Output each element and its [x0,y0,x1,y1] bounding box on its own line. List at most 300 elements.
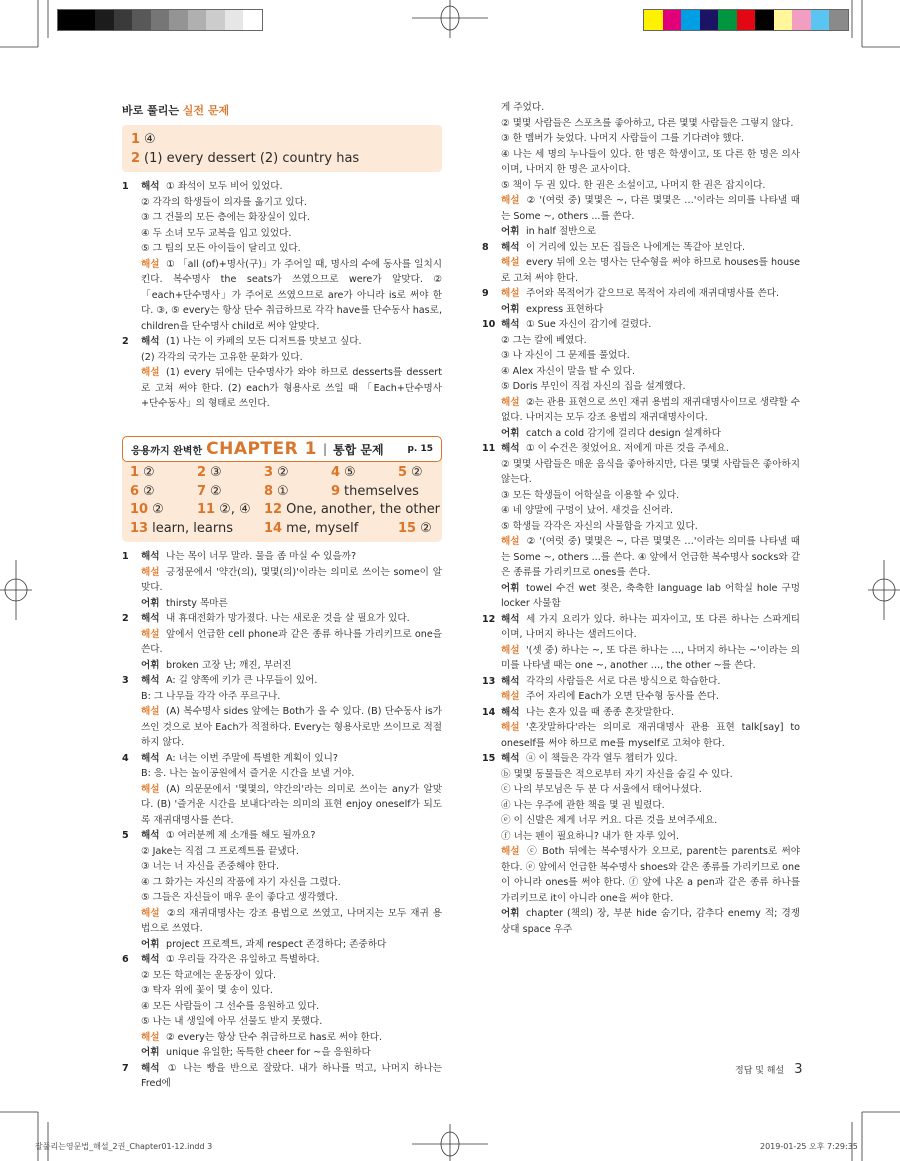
item-number: 2 [122,613,129,624]
item-body [141,1061,442,1092]
explanation-row [501,379,800,395]
item-number: 9 [482,288,489,299]
explanation-row [141,937,442,953]
explanation-row [141,549,442,565]
color-swatch [77,10,96,30]
page-footer [735,1062,802,1077]
item-body [501,100,800,240]
explanation-row [141,365,442,412]
explanation-row [501,705,800,721]
translation-label: 해석 [141,830,160,841]
row-text: (A) 의문문에서 '몇몇의, 약간의'라는 의미로 쓰이는 any가 알맞다. (B) '즐거운 시간을 보내다'라는 의미의 표현 enjoy oneself가 되도록 재귀대명사를 쓴다. [141,783,442,826]
color-swatch [151,10,170,30]
explanation-item [482,317,800,441]
row-text: project 프로젝트, 과제 respect 존경하다; 존중하다 [166,938,387,950]
explanation-item [482,705,800,752]
row-text: ⑤ 나는 내 생일에 아무 선물도 받지 못했다. [141,1016,323,1027]
row-text: (1) every 뒤에는 단수명사가 와야 하므로 desserts를 dessert로 고쳐 써야 한다. (2) each가 형용사로 쓰일 때 「Each+단수명사+단수동사」의 형태로 쓰인다. [141,367,442,409]
explanation-row [501,906,800,937]
row-text: ② 몇몇 사람들은 매운 음식을 좋아하지만, 다른 몇몇 사람들은 좋아하지 않는다. [501,458,800,485]
row-text: ① 좌석이 모두 비어 있었다. [166,181,283,192]
vocabulary-label: 어휘 [141,1047,160,1058]
item-body [141,549,442,611]
explanation-row [501,720,800,751]
row-text: 나는 목이 너무 말라. 물을 좀 마실 수 있을까? [166,551,357,562]
row-text: ⓓ 나는 우주에 관한 책을 몇 권 빌렸다. [501,799,665,811]
color-swatch [700,10,719,30]
item-body [501,674,800,705]
explanation-row [501,798,800,814]
explanation-row [501,302,800,318]
answer-text: ③ [210,465,222,480]
answer-text: ② [420,520,432,536]
item-body [501,317,800,441]
color-swatch [114,10,133,30]
translation-label: 해석 [141,954,160,965]
row-text: (1) 나는 이 카페의 모든 디저트를 맛보고 싶다. [166,336,362,347]
color-swatch [737,10,756,30]
file-slug: 잘풀리는영문법_해설_2권_Chapter01-12.indd 3 [35,1142,213,1151]
explanation-item [482,751,800,937]
answer-text: ④ [144,132,156,147]
color-swatch [792,10,811,30]
explanation-row [501,255,800,286]
explanation-row [501,147,800,178]
item-number: 10 [482,319,496,330]
translation-label: 해석 [141,181,160,192]
color-swatch [644,10,663,30]
explanation-row [141,828,442,844]
color-swatch [225,10,244,30]
explanation-row [501,100,800,116]
row-text: ⓐ 이 책들은 각각 열두 챕터가 있다. [526,753,678,764]
color-swatch [663,10,682,30]
chapter-answer [197,465,264,484]
color-swatch [188,10,207,30]
explanation-row [141,658,442,674]
answer-number: 6 [130,483,140,499]
item-number: 6 [122,954,129,965]
item-body [141,179,442,334]
row-text: ④ 그 화가는 자신의 작품에 자기 자신을 그렸다. [141,876,341,888]
item-body [501,751,800,937]
color-swatch [206,10,225,30]
answer-number: 8 [264,483,274,499]
vocabulary-label: 어휘 [141,659,160,671]
explanation-row [501,488,800,504]
explanation-row [501,317,800,333]
row-text: A: 너는 이번 주말에 특별한 계획이 있니? [166,752,339,764]
explanation-label: 해설 [501,644,520,656]
row-text: towel 수건 wet 젖은, 축축한 language lab 어학실 hole 구멍 locker 사물함 [501,582,800,609]
explanation-label: 해설 [501,257,520,268]
row-text: ④ 두 소녀 모두 교복을 입고 있었다. [141,227,292,239]
item-body [501,286,800,317]
row-text: in half 절반으로 [526,226,596,237]
chapter-answer [264,521,398,540]
explanation-row [141,195,442,211]
color-swatch [829,10,848,30]
row-text: unique 유일한; 독특한 cheer for ~을 응원하다 [166,1047,371,1058]
row-text: ② 각각의 학생들이 의자를 옮기고 있다. [141,196,307,208]
explanation-row [141,257,442,335]
explanation-row [141,565,442,596]
explanation-row [141,596,442,612]
row-text: ③ 탁자 위에 꽃이 몇 송이 있다. [141,985,273,996]
color-swatch [58,10,77,30]
answer-number: 12 [264,502,283,517]
item-body [141,334,442,412]
explanation-row [501,751,800,767]
answer-number: 1 [130,465,140,480]
row-text: ⓑ 몇몇 동물들은 적으로부터 자기 자신을 숨길 수 있다. [501,768,733,780]
explanation-row [501,333,800,349]
row-text: ⑤ 그들은 자신들이 매우 운이 좋다고 생각했다. [141,892,338,903]
vocabulary-label: 어휘 [141,938,160,950]
translation-label: 해석 [501,319,520,330]
color-swatch [95,10,114,30]
item-number: 3 [122,675,129,686]
explanation-row [141,704,442,751]
answer-text: ② [143,483,155,499]
chapter-prefix: 응용까지 완벽한 [131,445,203,457]
row-text: ③ 그 건물의 모든 층에는 화장실이 있다. [141,212,310,223]
grayscale-calibration-bar [57,9,263,31]
translation-label: 해석 [141,675,160,686]
item-number: 7 [122,1062,129,1074]
item-number: 11 [482,443,496,454]
explanation-row [501,286,800,302]
row-text: 이 거리에 있는 모든 집들은 나에게는 똑같아 보인다. [526,241,746,253]
translation-label: 해석 [501,753,520,764]
explanation-row [501,457,800,488]
color-swatch [811,10,830,30]
item-body [141,952,442,1061]
row-text: ② '(여럿 중) 몇몇은 ~, 다른 몇몇은 …'이라는 의미를 나타낼 때는 Some ~, others ...를 쓴다. [501,195,800,222]
explanation-row [141,782,442,829]
item-number: 14 [482,706,496,718]
item-number: 1 [122,551,129,562]
row-text: ③ 모든 학생들이 어학실을 이용할 수 있다. [501,489,680,501]
chapter-label: CHAPTER 1 [206,439,317,459]
answer-number: 1 [131,132,141,147]
explanation-item [122,1061,442,1092]
chapter-answer [398,465,435,484]
explanation-row [141,906,442,937]
explanation-item [482,286,800,317]
row-text: ④ 네 양말에 구멍이 났어. 새것을 신어라. [501,505,674,516]
row-text: broken 고장 난; 깨진, 부러진 [166,659,292,671]
row-text: ④ 모든 사람들이 그 선수를 응원하고 있다. [141,1000,320,1012]
row-text: ⑤ 책이 두 권 있다. 한 권은 소설이고, 나머지 한 권은 잡지이다. [501,179,766,191]
answer-text: themselves [344,483,419,499]
explanation-row [501,193,800,224]
chapter-answer [264,502,441,521]
explanation-label: 해설 [141,1031,160,1043]
row-text: 앞에서 언급한 cell phone과 같은 종류 하나를 가리키므로 one을 쓴다. [141,628,442,655]
explanation-item [122,549,442,611]
row-text: express 표현하다 [526,303,604,315]
answer-line [131,130,433,149]
explanation-label: 해설 [141,258,160,270]
answer-text: ⑤ [344,465,356,480]
row-text: ① 여러분께 제 소개를 해도 될까요? [166,830,316,841]
row-text: 주어와 목적어가 같으므로 목적어 자리에 재귀대명사를 쓴다. [526,288,780,299]
explanation-row [141,983,442,999]
item-body [141,673,442,751]
explanation-row [501,534,800,581]
row-text: (2) 각각의 국가는 고유한 문화가 있다. [141,351,303,363]
color-swatch [243,10,262,30]
explanation-row [501,581,800,612]
row-text: ③ 나 자신이 그 문제를 풀었다. [501,350,630,361]
explanation-label: 해설 [501,722,520,733]
explanation-item [482,612,800,674]
explanation-row [141,1014,442,1030]
row-text: ④ Alex 자신이 말을 탈 수 있다. [501,365,635,377]
translation-label: 해석 [501,241,520,253]
translation-label: 해석 [501,675,520,687]
explanation-row [141,689,442,705]
section-heading-accent: 실전 문제 [182,104,230,117]
explanation-row [501,503,800,519]
explanation-row [141,1061,442,1092]
answer-text: ② [277,465,289,480]
explanation-item [482,100,800,240]
explanation-list [122,179,442,412]
translation-label: 해석 [141,551,160,562]
explanation-row [501,395,800,426]
translation-label: 해석 [141,752,160,764]
chapter-page-ref: p. 15 [407,444,433,454]
explanation-row [501,689,800,705]
row-text: ② every는 항상 단수 취급하므로 has로 써야 한다. [166,1031,383,1043]
item-number: 4 [122,752,129,764]
chapter-answer [130,502,197,521]
translation-label: 해석 [141,1062,160,1074]
chapter-answer [130,465,197,484]
row-text: 주어 자리에 Each가 오면 단수형 동사를 쓴다. [526,691,719,702]
explanation-row [501,643,800,674]
explanation-row [501,224,800,240]
explanation-row [141,210,442,226]
answer-text: ② [210,483,222,499]
row-text: ① Sue 자신이 감기에 걸렸다. [526,319,652,330]
item-body [141,611,442,673]
explanation-label: 해설 [501,691,520,702]
row-text: ⓒ 나의 부모님은 두 분 다 서울에서 태어나셨다. [501,784,702,795]
chapter-answer [331,465,398,484]
color-swatch [169,10,188,30]
explanation-row [501,131,800,147]
translation-label: 해석 [501,706,520,718]
explanation-row [501,426,800,442]
explanation-row [501,813,800,829]
row-text: (A) 복수명사 sides 앞에는 Both가 올 수 있다. (B) 단수동사 is가 쓰인 것으로 보아 Each가 적절하다. Every는 형용사로만 쓰이므로 적절하지 않다. [141,706,442,748]
explanation-list [122,549,442,1092]
chapter-separator: | [322,442,328,456]
item-body [501,441,800,612]
row-text: A: 길 양쪽에 키가 큰 나무들이 있어. [166,675,318,686]
row-text: ⓔ 이 신발은 제게 너무 커요. 다른 것을 보여주세요. [501,815,718,826]
item-body [501,240,800,287]
row-text: 각각의 사람들은 서로 다른 방식으로 학습한다. [526,675,721,687]
explanation-label: 해설 [141,566,160,578]
explanation-row [141,952,442,968]
row-text: ② 모든 학교에는 운동장이 있다. [141,969,277,981]
item-body [501,612,800,674]
row-text: ⓒ Both 뒤에는 복수명사가 오므로, parent는 parents로 써야 한다. ⓔ 앞에서 언급한 복수명사 shoes와 같은 종류를 가리키므로 one이 아니라 ones를 써야 한다. ⓕ 앞에 나온 a pen과 같은 종류 하나를 가리키므로 it이 아니라 one을 써야 한다. [501,846,800,904]
vocabulary-label: 어휘 [501,427,520,439]
row-text: every 뒤에 오는 명사는 단수형을 써야 하므로 houses를 house로 고쳐 써야 한다. [501,257,800,284]
answer-number: 14 [264,520,283,536]
answer-number: 3 [264,465,274,480]
explanation-item [482,441,800,612]
row-text: 내 휴대전화가 망가졌다. 나는 새로운 것을 살 필요가 있다. [166,613,410,624]
row-text: ⑤ 학생들 각각은 자신의 사물함을 가지고 있다. [501,520,698,532]
explanation-row [141,859,442,875]
row-text: B: 그 나무들 각각 아주 푸르구나. [141,690,281,702]
row-text: ① 나는 빵을 반으로 잘랐다. 내가 하나를 먹고, 나머지 하나는 Fred에 [141,1062,442,1089]
explanation-row [501,674,800,690]
explanation-row [501,844,800,906]
item-number: 8 [482,241,489,253]
row-text: chapter (책의) 장, 부분 hide 숨기다, 감추다 enemy 적; 경쟁 상대 space 우주 [501,908,800,935]
color-calibration-bar [643,9,849,31]
translation-label: 해석 [141,336,160,347]
explanation-row [141,611,442,627]
explanation-row [141,334,442,350]
answer-line [131,149,433,168]
row-text: ③ 한 멤버가 늦었다. 나머지 사람들이 그를 기다려야 했다. [501,133,744,144]
explanation-label: 해설 [141,907,160,919]
explanation-label: 해설 [501,195,520,206]
explanation-row [141,179,442,195]
row-text: ② '(여럿 중) 몇몇은 ~, 다른 몇몇은 …'이라는 의미를 나타낼 때는 Some ~, others ...를 쓴다. ④ 앞에서 언급한 복수명사 socks와 같은 종류를 가리키므로 ones를 쓴다. [501,536,800,578]
answer-text: me, myself [286,520,359,536]
explanation-label: 해설 [141,628,160,640]
explanation-item [482,674,800,705]
color-swatch [774,10,793,30]
row-text: 긍정문에서 '약간(의), 몇몇(의)'이라는 의미로 쓰이는 some이 알맞다. [141,566,442,593]
row-text: ③ 너는 너 자신을 존중해야 한다. [141,861,280,872]
color-swatch [681,10,700,30]
explanation-row [501,348,800,364]
answer-text: ②, ④ [219,502,251,517]
item-body [141,751,442,829]
explanation-row [501,767,800,783]
item-number: 15 [482,753,496,764]
explanation-row [501,441,800,457]
translation-label: 해석 [501,613,520,625]
row-text: catch a cold 감기에 걸리다 design 설계하다 [526,427,721,439]
translation-label: 해석 [501,443,520,454]
explanation-row [141,226,442,242]
answer-text: (1) every dessert (2) country has [144,151,360,166]
explanation-label: 해설 [501,846,520,857]
explanation-row [141,673,442,689]
color-swatch [755,10,774,30]
chapter-answer-grid [130,465,441,539]
item-body [141,828,442,952]
explanation-label: 해설 [141,706,160,717]
vocabulary-label: 어휘 [141,597,160,609]
explanation-row [501,240,800,256]
explanation-row [141,968,442,984]
answer-number: 2 [197,465,207,480]
explanation-row [141,766,442,782]
explanation-row [141,627,442,658]
answer-number: 15 [398,520,417,536]
row-text: ① 「all (of)+명사(구)」가 주어일 때, 명사의 수에 동사를 일치시킨다. 복수명사 the seats가 쓰였으므로 were가 알맞다. ② 「each+단수명사」가 주어로 쓰였으므로 are가 아니라 is로 써야 한다. ③, ⑤ every는 항상 단수 취급하므로 각각 have를 단수동사 has로, children을 단수명사 child로 써야 알맞다. [141,258,442,332]
answer-number: 9 [331,483,341,499]
explanation-item [122,334,442,412]
row-text: thirsty 목마른 [166,597,228,609]
color-swatch [132,10,151,30]
vocabulary-label: 어휘 [501,582,520,594]
chapter-answer [130,484,197,503]
row-text: ② 그는 칼에 베였다. [501,334,587,346]
vocabulary-label: 어휘 [501,303,520,315]
explanation-row [141,844,442,860]
row-text: ① 우리들 각각은 유일하고 특별하다. [166,954,320,965]
row-text: ① 이 수건은 젖었어요. 저에게 마른 것을 주세요. [526,443,729,454]
section-heading [122,102,229,118]
answer-text: ① [277,483,289,499]
explanation-row [501,116,800,132]
explanation-row [501,178,800,194]
answer-text: ② [143,465,155,480]
translation-label: 해석 [141,613,160,624]
answer-text: learn, learns [152,520,233,536]
item-number: 1 [122,181,129,192]
explanation-label: 해설 [501,396,520,408]
answer-text: ② [411,465,423,480]
item-number: 12 [482,613,496,625]
answer-box [122,125,442,172]
row-text: ②는 관용 표현으로 쓰인 재귀 용법의 재귀대명사이므로 생략할 수 없다. 나머지는 모두 강조 용법의 재귀대명사이다. [501,396,800,423]
footer-section-label: 정답 및 해설 [735,1066,785,1076]
answer-number: 13 [130,520,149,536]
explanation-row [501,782,800,798]
answer-text: One, another, the other [286,502,441,517]
row-text: ② 몇몇 사람들은 스포츠를 좋아하고, 다른 몇몇 사람들은 그렇지 않다. [501,117,794,129]
row-text: '혼잣말하다'라는 의미로 재귀대명사 관용 표현 talk[say] to oneself를 써야 하므로 me를 myself로 고쳐야 한다. [501,722,800,749]
chapter-title: 통합 문제 [333,442,384,457]
row-text: B: 응. 나는 놀이공원에서 즐거운 시간을 보낼 거야. [141,768,355,779]
row-text: '(셋 중) 하나는 ~, 또 다른 하나는 …, 나머지 하나는 ~'이라는 의미를 나타낼 때는 one ~, another …, the other ~를 쓴다. [501,644,800,671]
section-heading-prefix: 바로 풀리는 [122,104,183,117]
chapter-answer [264,465,331,484]
row-text: ②의 재귀대명사는 강조 용법으로 쓰였고, 나머지는 모두 재귀 용법으로 쓰였다. [141,907,442,934]
row-text: ⑤ 그 팀의 모든 아이들이 달리고 있다. [141,243,301,254]
row-text: ② Jake는 직접 그 프로젝트를 끝냈다. [141,845,299,857]
answer-number: 2 [131,151,141,166]
explanation-label: 해설 [501,288,520,299]
print-timestamp: 2019-01-25 오후 7:29:35 [760,1142,858,1151]
answer-number: 5 [398,465,408,480]
explanation-item [122,828,442,952]
row-text: 세 가지 요리가 있다. 하나는 피자이고, 또 다른 하나는 스파게티이며, 나머지 하나는 샐러드이다. [501,613,800,640]
chapter-answer [264,484,331,503]
chapter-answer [197,502,264,521]
explanation-row [501,519,800,535]
answer-number: 4 [331,465,341,480]
item-number [482,100,501,240]
chapter-answer [197,484,264,503]
explanation-row [501,364,800,380]
chapter-answer [331,484,435,503]
